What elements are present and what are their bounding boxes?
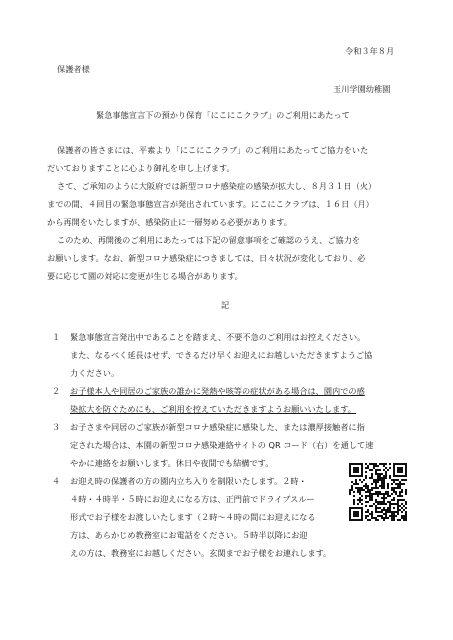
intro-line: さて、ご承知のように大阪府では新型コロナ感染症の感染が拡大し、８月３１日（火） — [57, 181, 377, 191]
item-line: また、なるべく延長はせず、できるだけ早くお迎えにお越しいただきますようご協 — [70, 350, 373, 360]
item-line: お子さまや同居のご家族が新型コロナ感染症に感染した、または濃厚接触者に指 — [70, 422, 365, 432]
intro-line: だいておりますことに心より御礼を申し上げます。 — [47, 163, 235, 173]
item-number: ３ — [52, 422, 61, 432]
item-number: ４ — [52, 476, 61, 486]
item-number: ２ — [52, 386, 61, 396]
intro-line: までの間、４回目の緊急事態宣言が発出されています。にこにこクラブは、１６日（月） — [47, 199, 374, 209]
recipient: 保護者様 — [57, 64, 90, 74]
item-line: ４時・４時半・５時にお迎えになる方は、正門前でドライブスルー — [70, 494, 315, 504]
intro-line: 要に応じて園の対応に変更が生じる場合があります。 — [47, 271, 243, 281]
item-line: 染拡大を防ぐためにも、ご利用を控えていただきますようお願いいたします。 — [70, 404, 356, 414]
item-line: 形式でお子様をお渡しいたします（２時～４時の間にお迎えになる — [70, 512, 316, 522]
ki-heading: 記 — [221, 300, 230, 310]
item-line: 定された場合は、本園の新型コロナ感染連絡サイトの QR コード（右）を通して速 — [70, 440, 374, 450]
document-title: 緊急事態宣言下の預かり保育「にこにこクラブ」のご利用にあたって — [96, 110, 350, 120]
item-line: 力ください。 — [70, 368, 120, 378]
qr-code-icon[interactable] — [349, 463, 407, 521]
intro-line: から再開をいたしますが、感染防止に一層努める必要があります。 — [47, 217, 292, 227]
sender: 玉川学園幼稚園 — [333, 84, 391, 94]
item-line: 緊急事態宣言発出中であることを踏まえ、不要不急のご利用はお控えください。 — [70, 332, 366, 342]
intro-line: このため、再開後のご利用にあたっては下記の留意事項をご確認のうえ、ご協力を — [57, 235, 361, 245]
item-line: えの方は、教務室にお越しください。玄関までお子様をお連れします。 — [70, 548, 332, 558]
item-line: お子様本人や同居のご家族の誰かに発熱や咳等の症状がある場合は、園内での感 — [70, 386, 365, 396]
item-line: 方は、あらかじめ教務室にお電話をください。５時半以降にお迎 — [70, 530, 308, 540]
item-number: １ — [52, 332, 61, 342]
intro-line: お願いします。なお、新型コロナ感染症につきましては、日々状況が変化しており、必 — [47, 253, 366, 263]
item-line: やかに連絡をお願いします。休日や夜間でも結構です。 — [70, 458, 274, 468]
document-date: 令和３年８月 — [345, 46, 395, 56]
item-line: お迎え時の保護者の方の園内立ち入りを制限いたします。２時・ — [70, 476, 307, 486]
intro-line: 保護者の皆さまには、平素より「にこにこクラブ」のご利用にあたってご協力をいた — [57, 145, 369, 155]
